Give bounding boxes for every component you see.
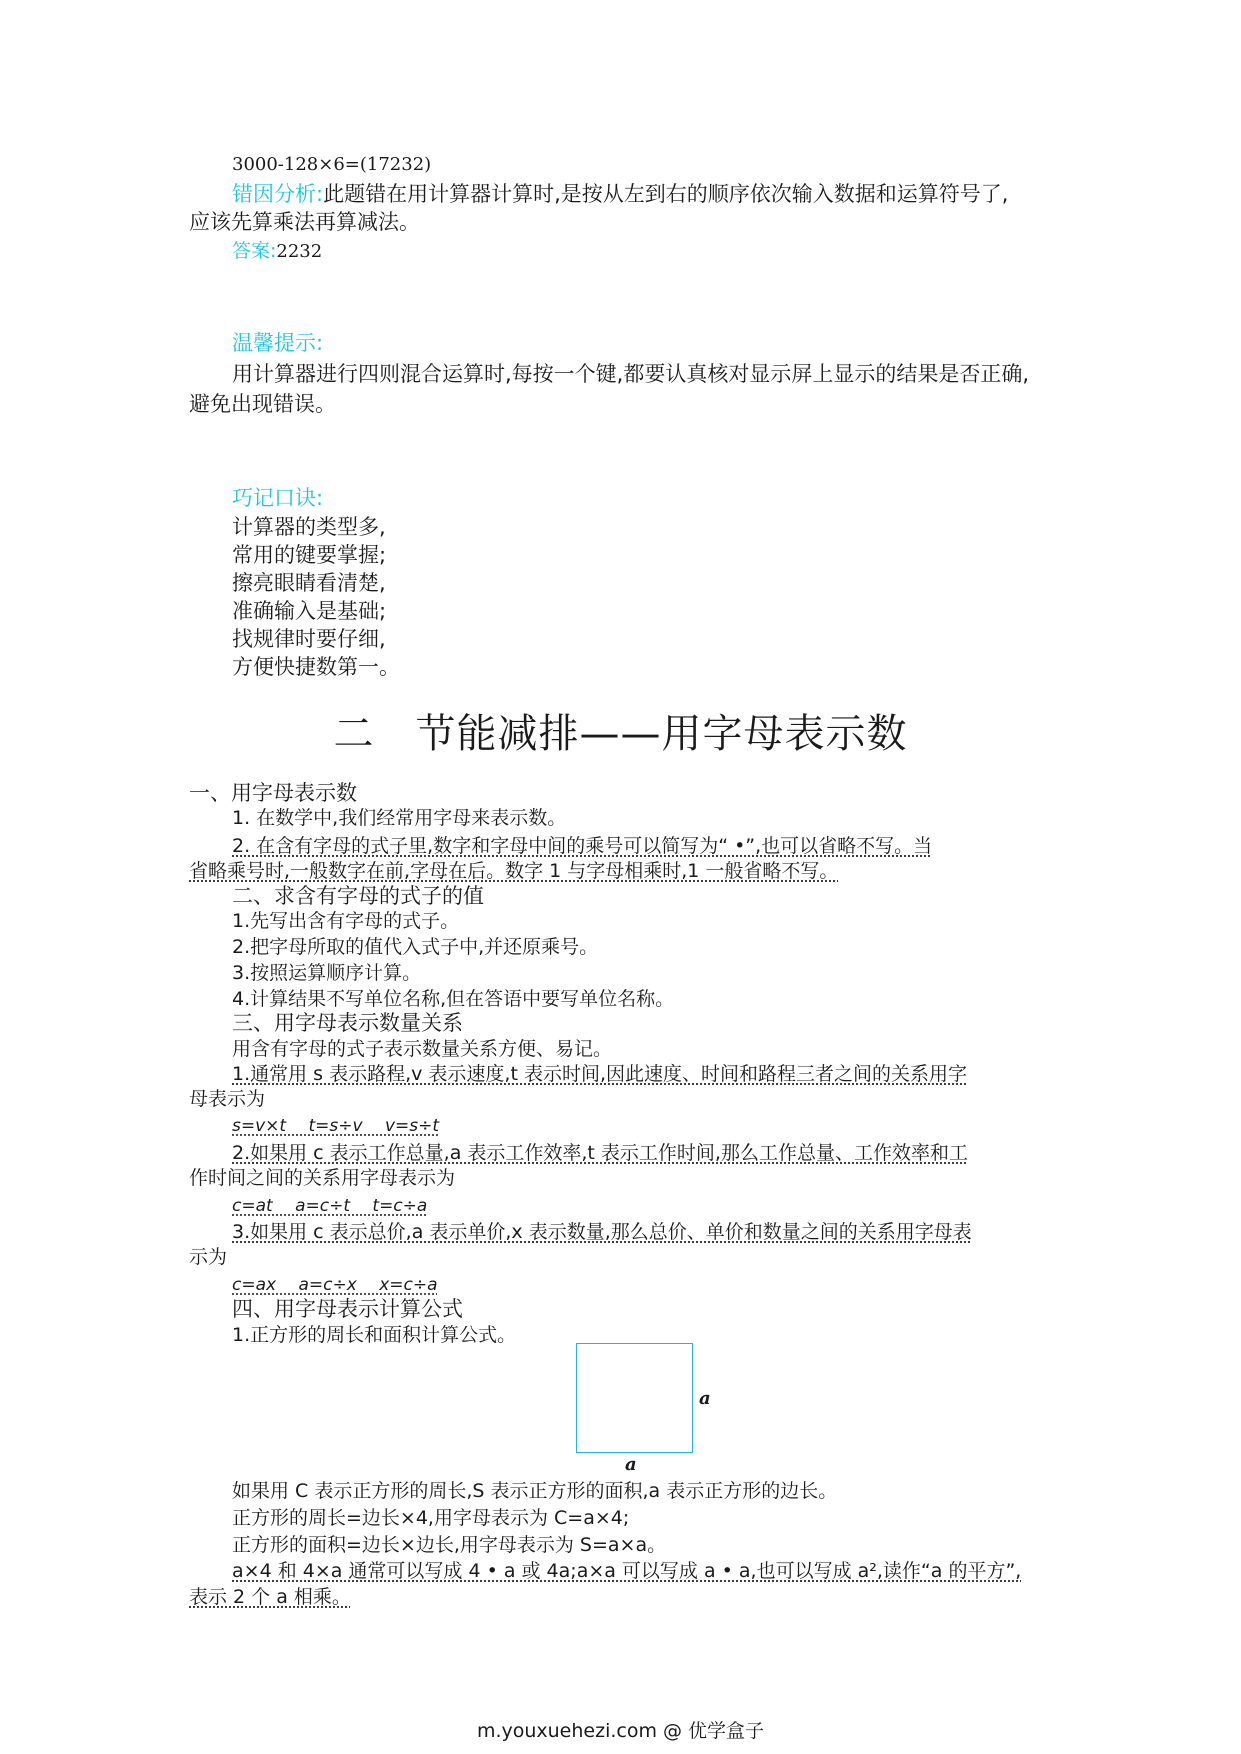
formula-distance: s=v×t t=s÷v v=s÷t: [232, 1116, 440, 1136]
footer-watermark: m.youxuehezi.com @ 优学盒子: [476, 1720, 765, 1742]
rhyme-line: 准确输入是基础;: [232, 599, 387, 623]
tip-text-2: 避免出现错误。: [189, 392, 336, 416]
section3-p2a: 2.如果用 c 表示工作总量,a 表示工作效率,t 表示工作时间,那么工作总量、工作效率和工: [232, 1142, 968, 1164]
section4-p5a: a×4 和 4×a 通常可以写成 4 • a 或 4a;a×a 可以写成 a • a,也可以写成 a²,读作“a 的平方”,: [232, 1560, 1022, 1582]
answer-label: 答案:: [232, 240, 277, 262]
answer-value: 2232: [276, 241, 323, 262]
section4-p3: 正方形的周长=边长×4,用字母表示为 C=a×4;: [232, 1507, 630, 1529]
error-analysis-label: 错因分析:: [232, 182, 324, 206]
chapter-title: 二 节能减排——用字母表示数: [333, 711, 908, 757]
rhyme-line: 计算器的类型多,: [232, 515, 386, 539]
section3-intro: 用含有字母的式子表示数量关系方便、易记。: [232, 1038, 613, 1060]
section2-item: 4.计算结果不写单位名称,但在答语中要写单位名称。: [232, 988, 675, 1010]
rhyme-line: 方便快捷数第一。: [232, 655, 400, 679]
section3-p3b: 示为: [189, 1246, 228, 1268]
error-analysis-text-2: 应该先算乘法再算减法。: [189, 210, 420, 234]
section3-p3a: 3.如果用 c 表示总价,a 表示单价,x 表示数量,那么总价、单价和数量之间的关系用字母表: [232, 1221, 972, 1243]
section2-item: 2.把字母所取的值代入式子中,并还原乘号。: [232, 936, 599, 958]
section-heading-3: 三、用字母表示数量关系: [232, 1011, 463, 1035]
rhyme-line: 擦亮眼睛看清楚,: [232, 571, 386, 595]
section3-p1a: 1.通常用 s 表示路程,v 表示速度,t 表示时间,因此速度、时间和路程三者之间的关系用字: [232, 1063, 967, 1085]
section4-p1: 1.正方形的周长和面积计算公式。: [232, 1324, 517, 1346]
error-analysis-line: [232, 181, 1008, 207]
formula-work: c=at a=c÷t t=c÷a: [232, 1196, 428, 1216]
section-heading-1: 一、用字母表示数: [189, 781, 357, 805]
section-heading-2: 二、求含有字母的式子的值: [232, 884, 484, 908]
tip-text-1: 用计算器进行四则混合运算时,每按一个键,都要认真核对显示屏上显示的结果是否正确,: [232, 362, 1030, 386]
section2-item: 3.按照运算顺序计算。: [232, 962, 422, 984]
square-side-label-bottom: a: [625, 1454, 637, 1475]
error-analysis-text: 此题错在用计算器计算时,是按从左到右的顺序依次输入数据和运算符号了,: [323, 182, 1009, 206]
rhyme-line: 找规律时要仔细,: [232, 627, 386, 651]
section4-p5b: 表示 2 个 a 相乘。: [189, 1586, 351, 1608]
section2-item: 1.先写出含有字母的式子。: [232, 910, 460, 932]
section3-p2b: 作时间之间的关系用字母表示为: [189, 1167, 456, 1189]
wrong-formula: 3000-128×6=(17232): [232, 154, 432, 175]
section-heading-4: 四、用字母表示计算公式: [232, 1297, 463, 1321]
rhyme-label: 巧记口诀:: [232, 486, 324, 510]
square-side-label-right: a: [699, 1388, 711, 1409]
section3-p1b: 母表示为: [189, 1088, 266, 1110]
section1-p2a: 2. 在含有字母的式子里,数字和字母中间的乘号可以简写为“ •”,也可以省略不写。当: [232, 835, 933, 857]
section1-p2b: 省略乘号时,一般数字在前,字母在后。数字 1 与字母相乘时,1 一般省略不写。: [189, 860, 839, 882]
formula-price: c=ax a=c÷x x=c÷a: [232, 1275, 438, 1295]
section1-p1: 1. 在数学中,我们经常用字母来表示数。: [232, 807, 567, 829]
section4-p4: 正方形的面积=边长×边长,用字母表示为 S=a×a。: [232, 1534, 667, 1556]
answer-line: [232, 238, 322, 265]
square-figure: [576, 1343, 693, 1453]
section4-p2: 如果用 C 表示正方形的周长,S 表示正方形的面积,a 表示正方形的边长。: [232, 1480, 838, 1502]
rhyme-line: 常用的键要掌握;: [232, 543, 387, 567]
tip-label: 温馨提示:: [232, 331, 324, 355]
